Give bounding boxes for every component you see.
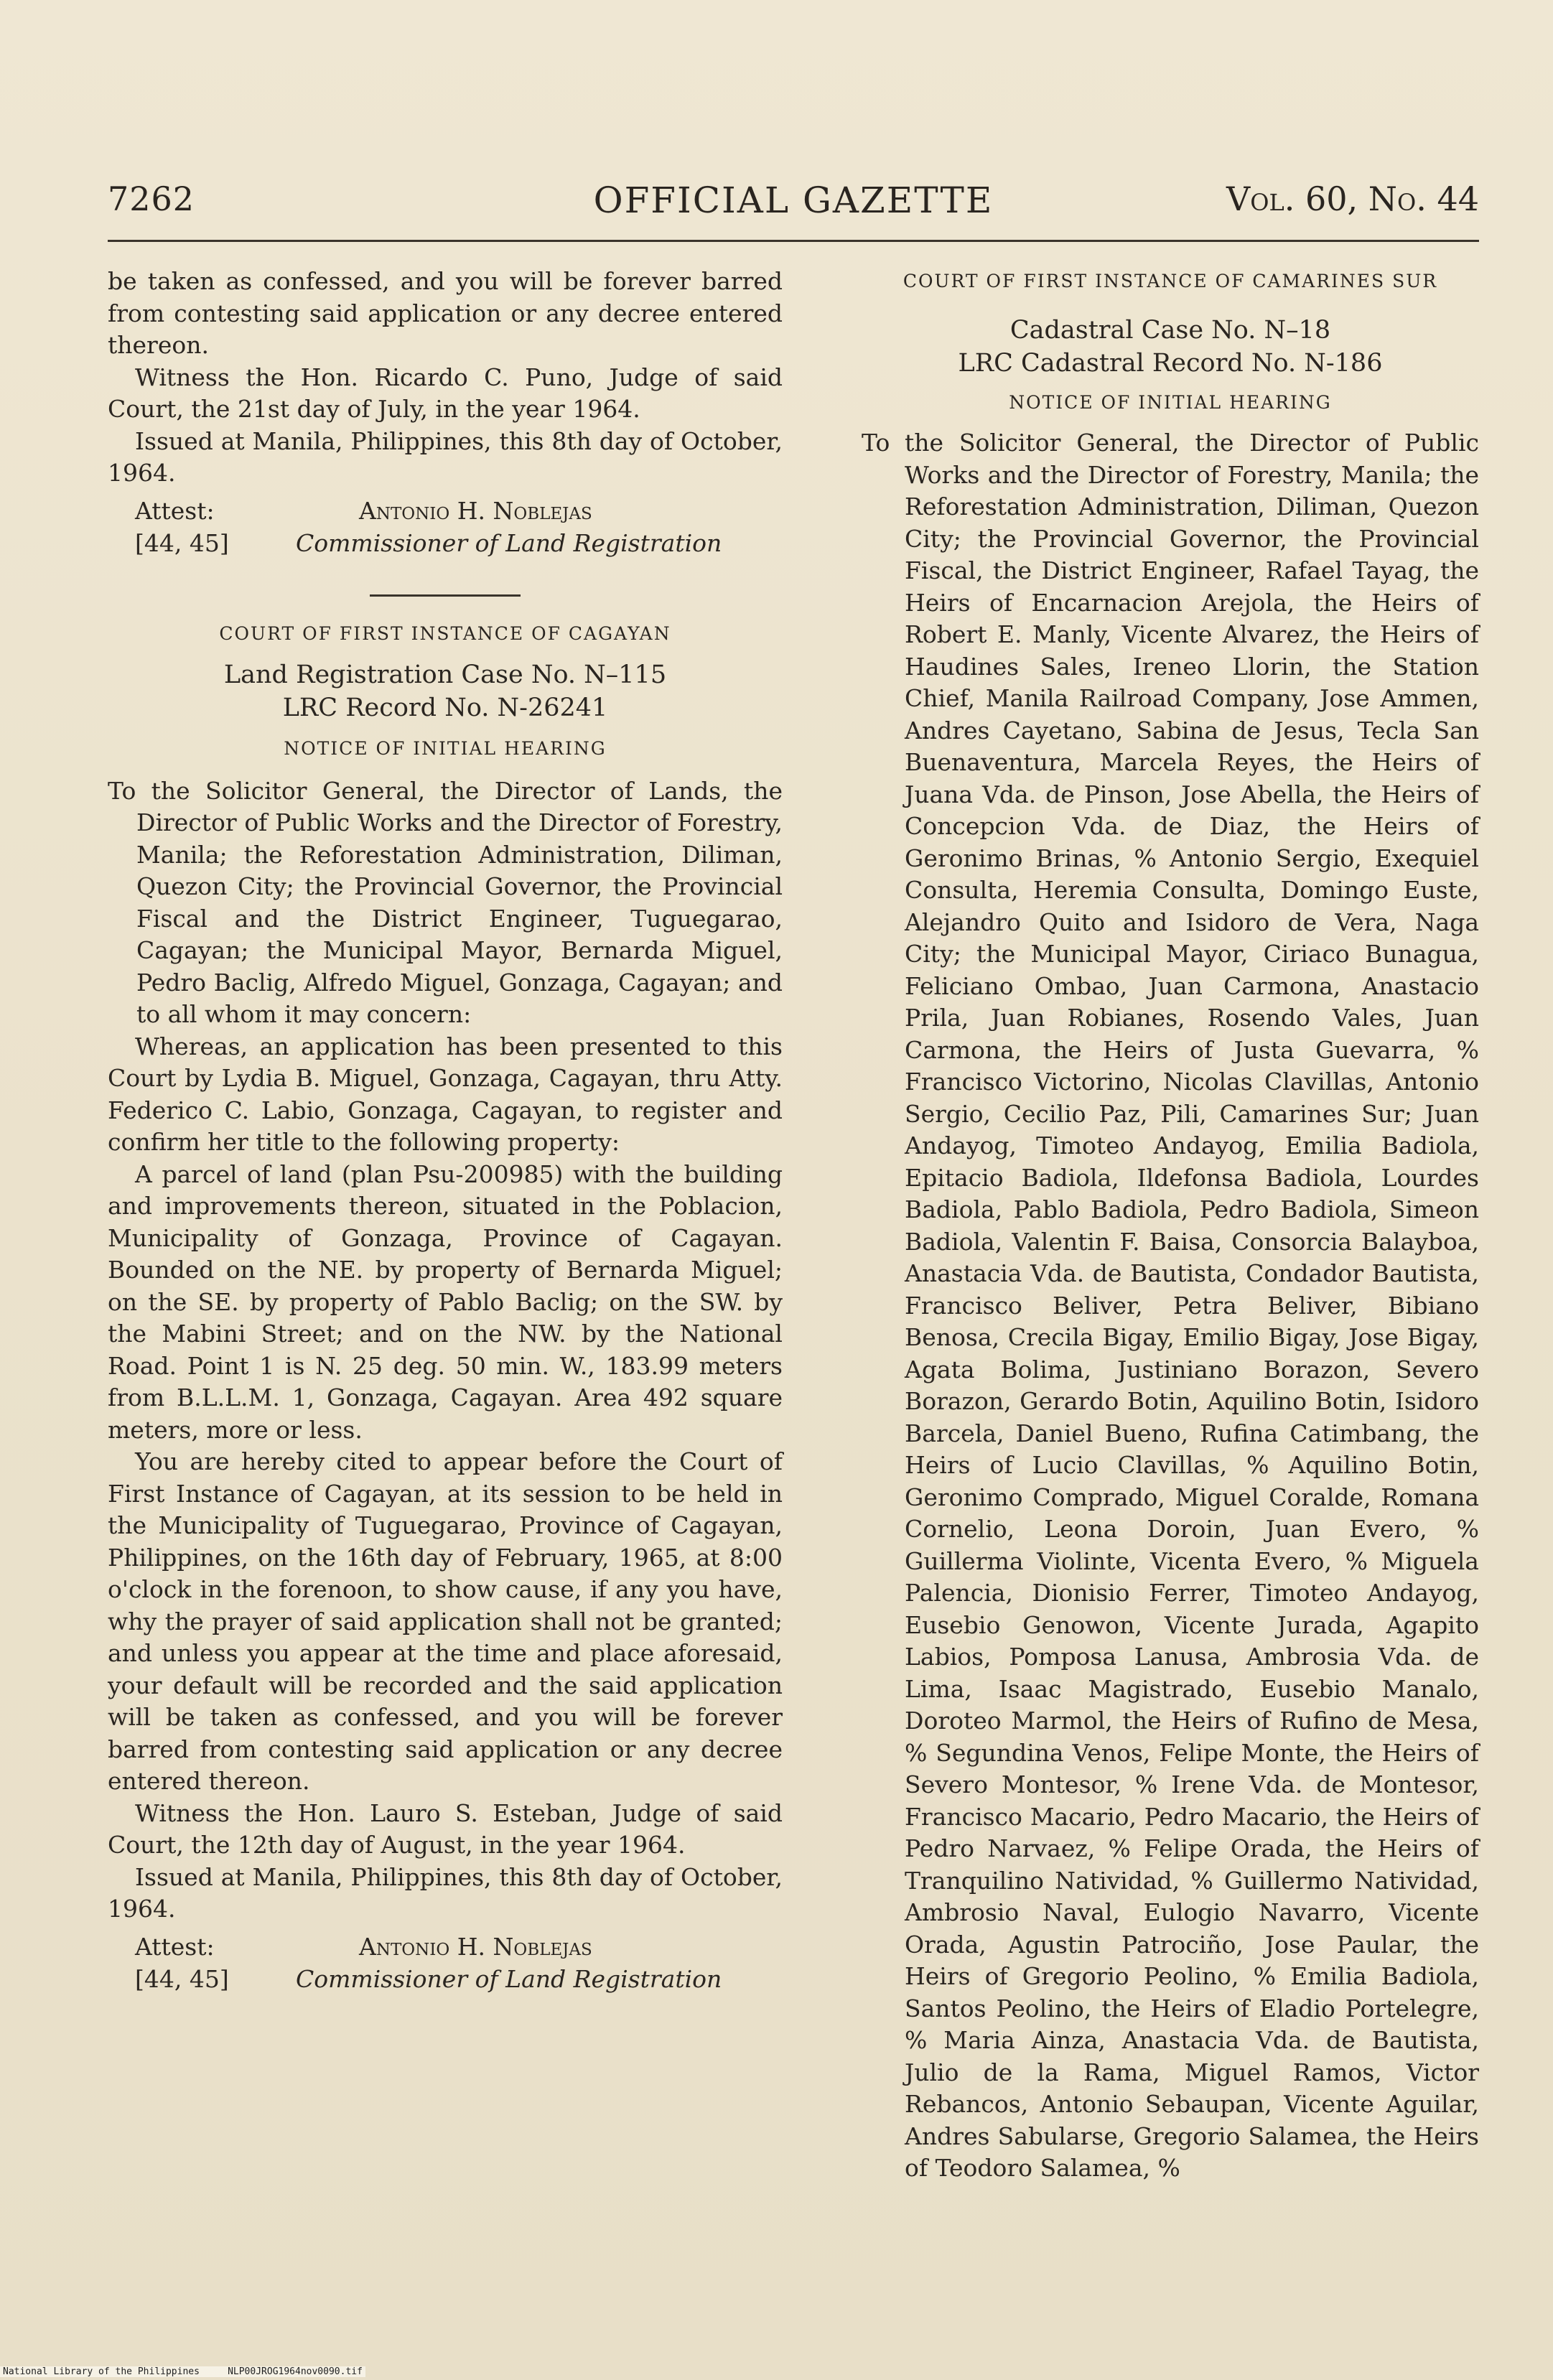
file-name: NLP00JROG1964nov0090.tif <box>228 2366 363 2377</box>
notice-heading: NOTICE OF INITIAL HEARING <box>284 738 607 759</box>
issue-ref: [44, 45] <box>135 528 229 557</box>
attest-label: Attest: <box>135 496 215 525</box>
addressees-paragraph: To the Solicitor General, the Director of Lands, the Director of Public Works and the Director of Forestry, Manila; the Reforestation Administration, Diliman, Quezon City; the Provincial Governor, the Provincial Fiscal and the District Engineer, Tuguegarao, Cagayan; the Municipal Mayor, Bernarda Miguel, Pedro Baclig, Alfredo Miguel, Gonzaga, Cagayan; and to all whom it may concern: <box>108 776 783 1028</box>
volume-number: Vol. 60, No. 44 <box>1226 179 1479 218</box>
court-heading: COURT OF FIRST INSTANCE OF CAMARINES SUR <box>903 271 1438 291</box>
attest-ref-line <box>108 1964 783 1996</box>
citation-paragraph: You are hereby cited to appear before the Court of First Instance of Cagayan, at its session to be held in the Municipality of Tuguegarao, Province of Cagayan, Philippines, on the 16th day of February, 1965, at 8:00 o'clock in the forenoon, to show cause, if any you have, why the prayer of said application shall not be granted; and unless you appear at the time and place aforesaid, your default will be recorded and the said application will be taken as confessed, and you will be forever barred from contesting said application or any decree entered thereon. <box>108 1447 783 1795</box>
addressees-paragraph <box>862 427 1479 2185</box>
case-number: Cadastral Case No. N–18 <box>1009 315 1331 345</box>
record-number: LRC Cadastral Record No. N-186 <box>958 348 1383 378</box>
case-number: Land Registration Case No. N–115 <box>223 661 667 689</box>
issued-paragraph: Issued at Manila, Philippines, this 8th day of October, 1964. <box>108 1862 783 1923</box>
right-column <box>862 266 1479 2185</box>
attest-role: Commissioner of Land Registration <box>296 1964 722 1993</box>
scan-footer <box>0 2366 365 2377</box>
parcel-paragraph: A parcel of land (plan Psu-200985) with the building and improvements thereon, situated in the Poblacion, Municipality of Gonzaga, Province of Cagayan. Bounded on the NE. by property of Bernarda Miguel; on the SE. by property of Pablo Baclig; on the SW. by the Mabini Street; and on the NW. by the National Road. Point 1 is N. 25 deg. 50 min. W., 183.99 meters from B.L.L.M. 1, Gonzaga, Cagayan. Area 492 square meters, more or less. <box>108 1159 783 1444</box>
page-number: 7262 <box>108 179 195 218</box>
attest-role: Commissioner of Land Registration <box>296 528 722 557</box>
section-divider <box>370 594 521 597</box>
publication-title: OFFICIAL GAZETTE <box>593 179 994 221</box>
issue-ref: [44, 45] <box>135 1964 229 1993</box>
whereas-paragraph: Whereas, an application has been presented to this Court by Lydia B. Miguel, Gonzaga, Cagayan, thru Atty. Federico C. Labio, Gonzaga, Cagayan, to register and confirm her title to the following property: <box>108 1032 783 1156</box>
continued-text: be taken as confessed, and you will be forever barred from contesting said application or any decree entered thereon. <box>108 267 783 359</box>
attest-label: Attest: <box>135 1932 215 1961</box>
page-header <box>108 179 1479 237</box>
library-name: National Library of the Philippines <box>3 2366 200 2377</box>
witness-paragraph: Witness the Hon. Ricardo C. Puno, Judge of said Court, the 21st day of July, in the year 1964. <box>108 363 783 423</box>
notice-heading: NOTICE OF INITIAL HEARING <box>1009 391 1332 413</box>
record-number: LRC Record No. N-26241 <box>282 694 608 722</box>
witness-paragraph: Witness the Hon. Lauro S. Esteban, Judge of said Court, the 12th day of August, in the year 1964. <box>108 1798 783 1859</box>
attest-name: Antonio H. Noblejas <box>359 1932 592 1961</box>
left-column <box>108 266 783 1996</box>
addressees-text: the Solicitor General, the Director of Public Works and the Director of Forestry, Manila; the Reforestation Administration, Diliman, Quezon City; the Provincial Governor, the Provincial Fiscal, the District Engineer, Rafael Tayag, the Heirs of Encarnacion Arejola, the Heirs of Robert E. Manly, Vicente Alvarez, the Heirs of Haudines Sales, Ireneo Llorin, the Station Chief, Manila Railroad Company, Jose Ammen, Andres Cayetano, Sabina de Jesus, Tecla San Buenaventura, Marcela Reyes, the Heirs of Juana Vda. de Pinson, Jose Abella, the Heirs of Concepcion Vda. de Diaz, the Heirs of Geronimo Brinas, % Antonio Sergio, Exequiel Consulta, Heremia Consulta, Domingo Euste, Alejandro Quito and Isidoro de Vera, Naga City; the Municipal Mayor, Ciriaco Bunagua, Feliciano Ombao, Juan Carmona, Anastacio Prila, Juan Robianes, Rosendo Vales, Juan Carmona, the Heirs of Justa Guevarra, % Francisco Victorino, Nicolas Clavillas, Antonio Sergio, Cecilio Paz, Pili, Camarines Sur; Juan Andayog, Timoteo Andayog, Emilia Badiola, Epitacio Badiola, Ildefonsa Badiola, Lourdes Badiola, Pablo Badiola, Pedro Badiola, Simeon Badiola, Valentin F. Baisa, Consorcia Balayboa, Anastacia Vda. de Bautista, Condador Bautista, Francisco Beliver, Petra Beliver, Bibiano Benosa, Crecila Bigay, Emilio Bigay, Jose Bigay, Agata Bolima, Justiniano Borazon, Severo Borazon, Gerardo Botin, Aquilino Botin, Isidoro Barcela, Daniel Bueno, Rufina Catimbang, the Heirs of Lucio Clavillas, % Aquilino Botin, Geronimo Comprado, Miguel Coralde, Romana Cornelio, Leona Doroin, Juan Evero, % Guillerma Violinte, Vicenta Evero, % Miguela Palencia, Dionisio Ferrer, Timoteo Andayog, Eusebio Genowon, Vicente Jurada, Agapito Labios, Pomposa Lanusa, Ambrosia Vda. de Lima, Isaac Magistrado, Eusebio Manalo, Doroteo Marmol, the Heirs of Rufino de Mesa, % Segundina Venos, Felipe Monte, the Heirs of Severo Montesor, % Irene Vda. de Montesor, Francisco Macario, Pedro Macario, the Heirs of Pedro Narvaez, % Felipe Orada, the Heirs of Tranquilino Natividad, % Guillermo Natividad, Ambrosio Naval, Eulogio Navarro, Vicente Orada, Agustin Patrociño, Jose Paular, the Heirs of Gregorio Peolino, % Emilia Badiola, Santos Peolino, the Heirs of Eladio Portelegre, % Maria Ainza, Anastacia Vda. de Bautista, Julio de la Rama, Miguel Ramos, Victor Rebancos, Antonio Sebaupan, Vicente Aguilar, Andres Sabularse, Gregorio Salamea, the Heirs of Teodoro Salamea, % <box>905 429 1479 2182</box>
attest-name: Antonio H. Noblejas <box>359 496 592 525</box>
to-label: To <box>862 429 890 457</box>
court-heading: COURT OF FIRST INSTANCE OF CAGAYAN <box>219 622 671 644</box>
attest-ref-line <box>108 528 783 560</box>
attest-line <box>108 1931 783 1964</box>
header-rule <box>108 240 1479 242</box>
attest-line <box>108 495 783 528</box>
issued-paragraph: Issued at Manila, Philippines, this 8th day of October, 1964. <box>108 426 783 487</box>
